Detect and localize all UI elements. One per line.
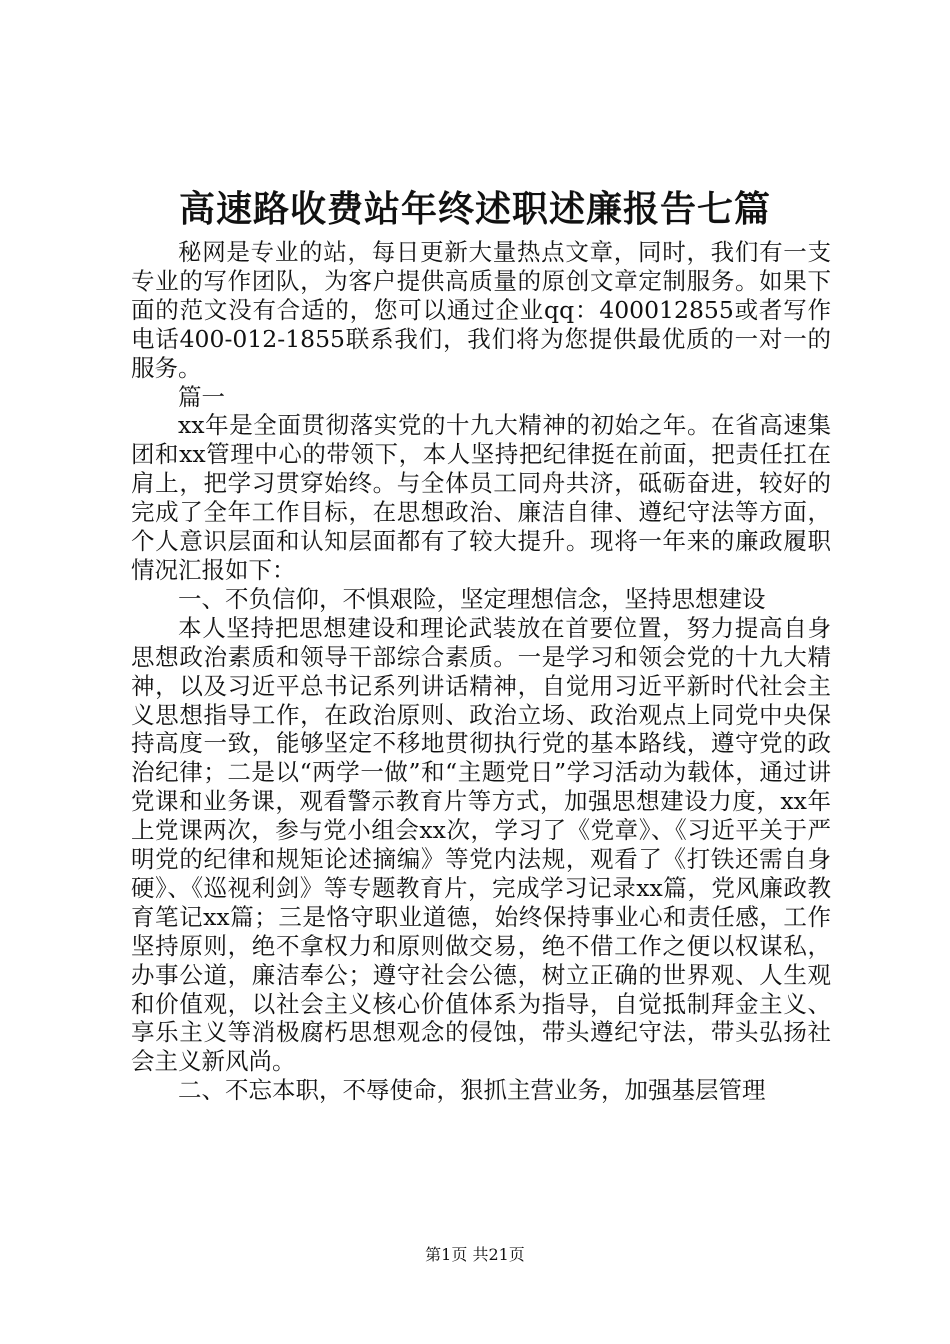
section-heading: 一、不负信仰，不惧艰险，坚定理想信念，坚持思想建设 <box>178 584 766 613</box>
section-heading: 二、不忘本职，不辱使命，狠抓主营业务，加强基层管理 <box>178 1076 766 1105</box>
body-paragraph: 本人坚持把思想建设和理论武装放在首要位置，努力提高自身思想政治素质和领导干部综合素质。一是学习和领会党的十九大精神，以及习近平总书记系列讲话精神，自觉用习近平新时代社会主义思想指导工作，在政治原则、政治立场、政治观点上同党中央保持高度一致，能够坚定不移地贯彻执行党的基本路线，遵守党的政治纪律；二是以“两学一做”和“主题党日”学习活动为载体，通过讲党课和业务课，观看警示教育片等方式，加强思想建设力度，xx年上党课两次，参与党小组会xx次，学习了《党章》、《习近平关于严明党的纪律和规矩论述摘编》等党内法规，观看了《打铁还需自身硬》、《巡视利剑》等专题教育片，完成学习记录xx篇，党风廉政教育笔记xx篇；三是恪守职业道德，始终保持事业心和责任感，工作坚持原则，绝不拿权力和原则做交易，绝不借工作之便以权谋私，办事公道，廉洁奉公；遵守社会公德，树立正确的世界观、人生观和价值观，以社会主义核心价值体系为指导，自觉抵制拜金主义、享乐主义等消极腐朽思想观念的侵蚀，带头遵纪守法，带头弘扬社会主义新风尚。 <box>131 613 831 1076</box>
section-label: 篇一 <box>178 382 225 411</box>
document-title: 高速路收费站年终述职述廉报告七篇 <box>178 188 771 230</box>
page-number: 第1页 共21页 <box>425 1245 525 1264</box>
body-paragraph: xx年是全面贯彻落实党的十九大精神的初始之年。在省高速集团和xx管理中心的带领下，本人坚持把纪律挺在前面，把责任扛在肩上，把学习贯穿始终。与全体员工同舟共济，砥砺奋进，较好的完成了全年工作目标，在思想政治、廉洁自律、遵纪守法等方面，个人意识层面和认知层面都有了较大提升。现将一年来的廉政履职情况汇报如下： <box>131 411 831 584</box>
document-body <box>131 238 831 1105</box>
intro-paragraph: 秘网是专业的站，每日更新大量热点文章，同时，我们有一支专业的写作团队，为客户提供高质量的原创文章定制服务。如果下面的范文没有合适的，您可以通过企业qq：400012855或者写作电话400-012-1855联系我们，我们将为您提供最优质的一对一的服务。 <box>131 238 831 382</box>
